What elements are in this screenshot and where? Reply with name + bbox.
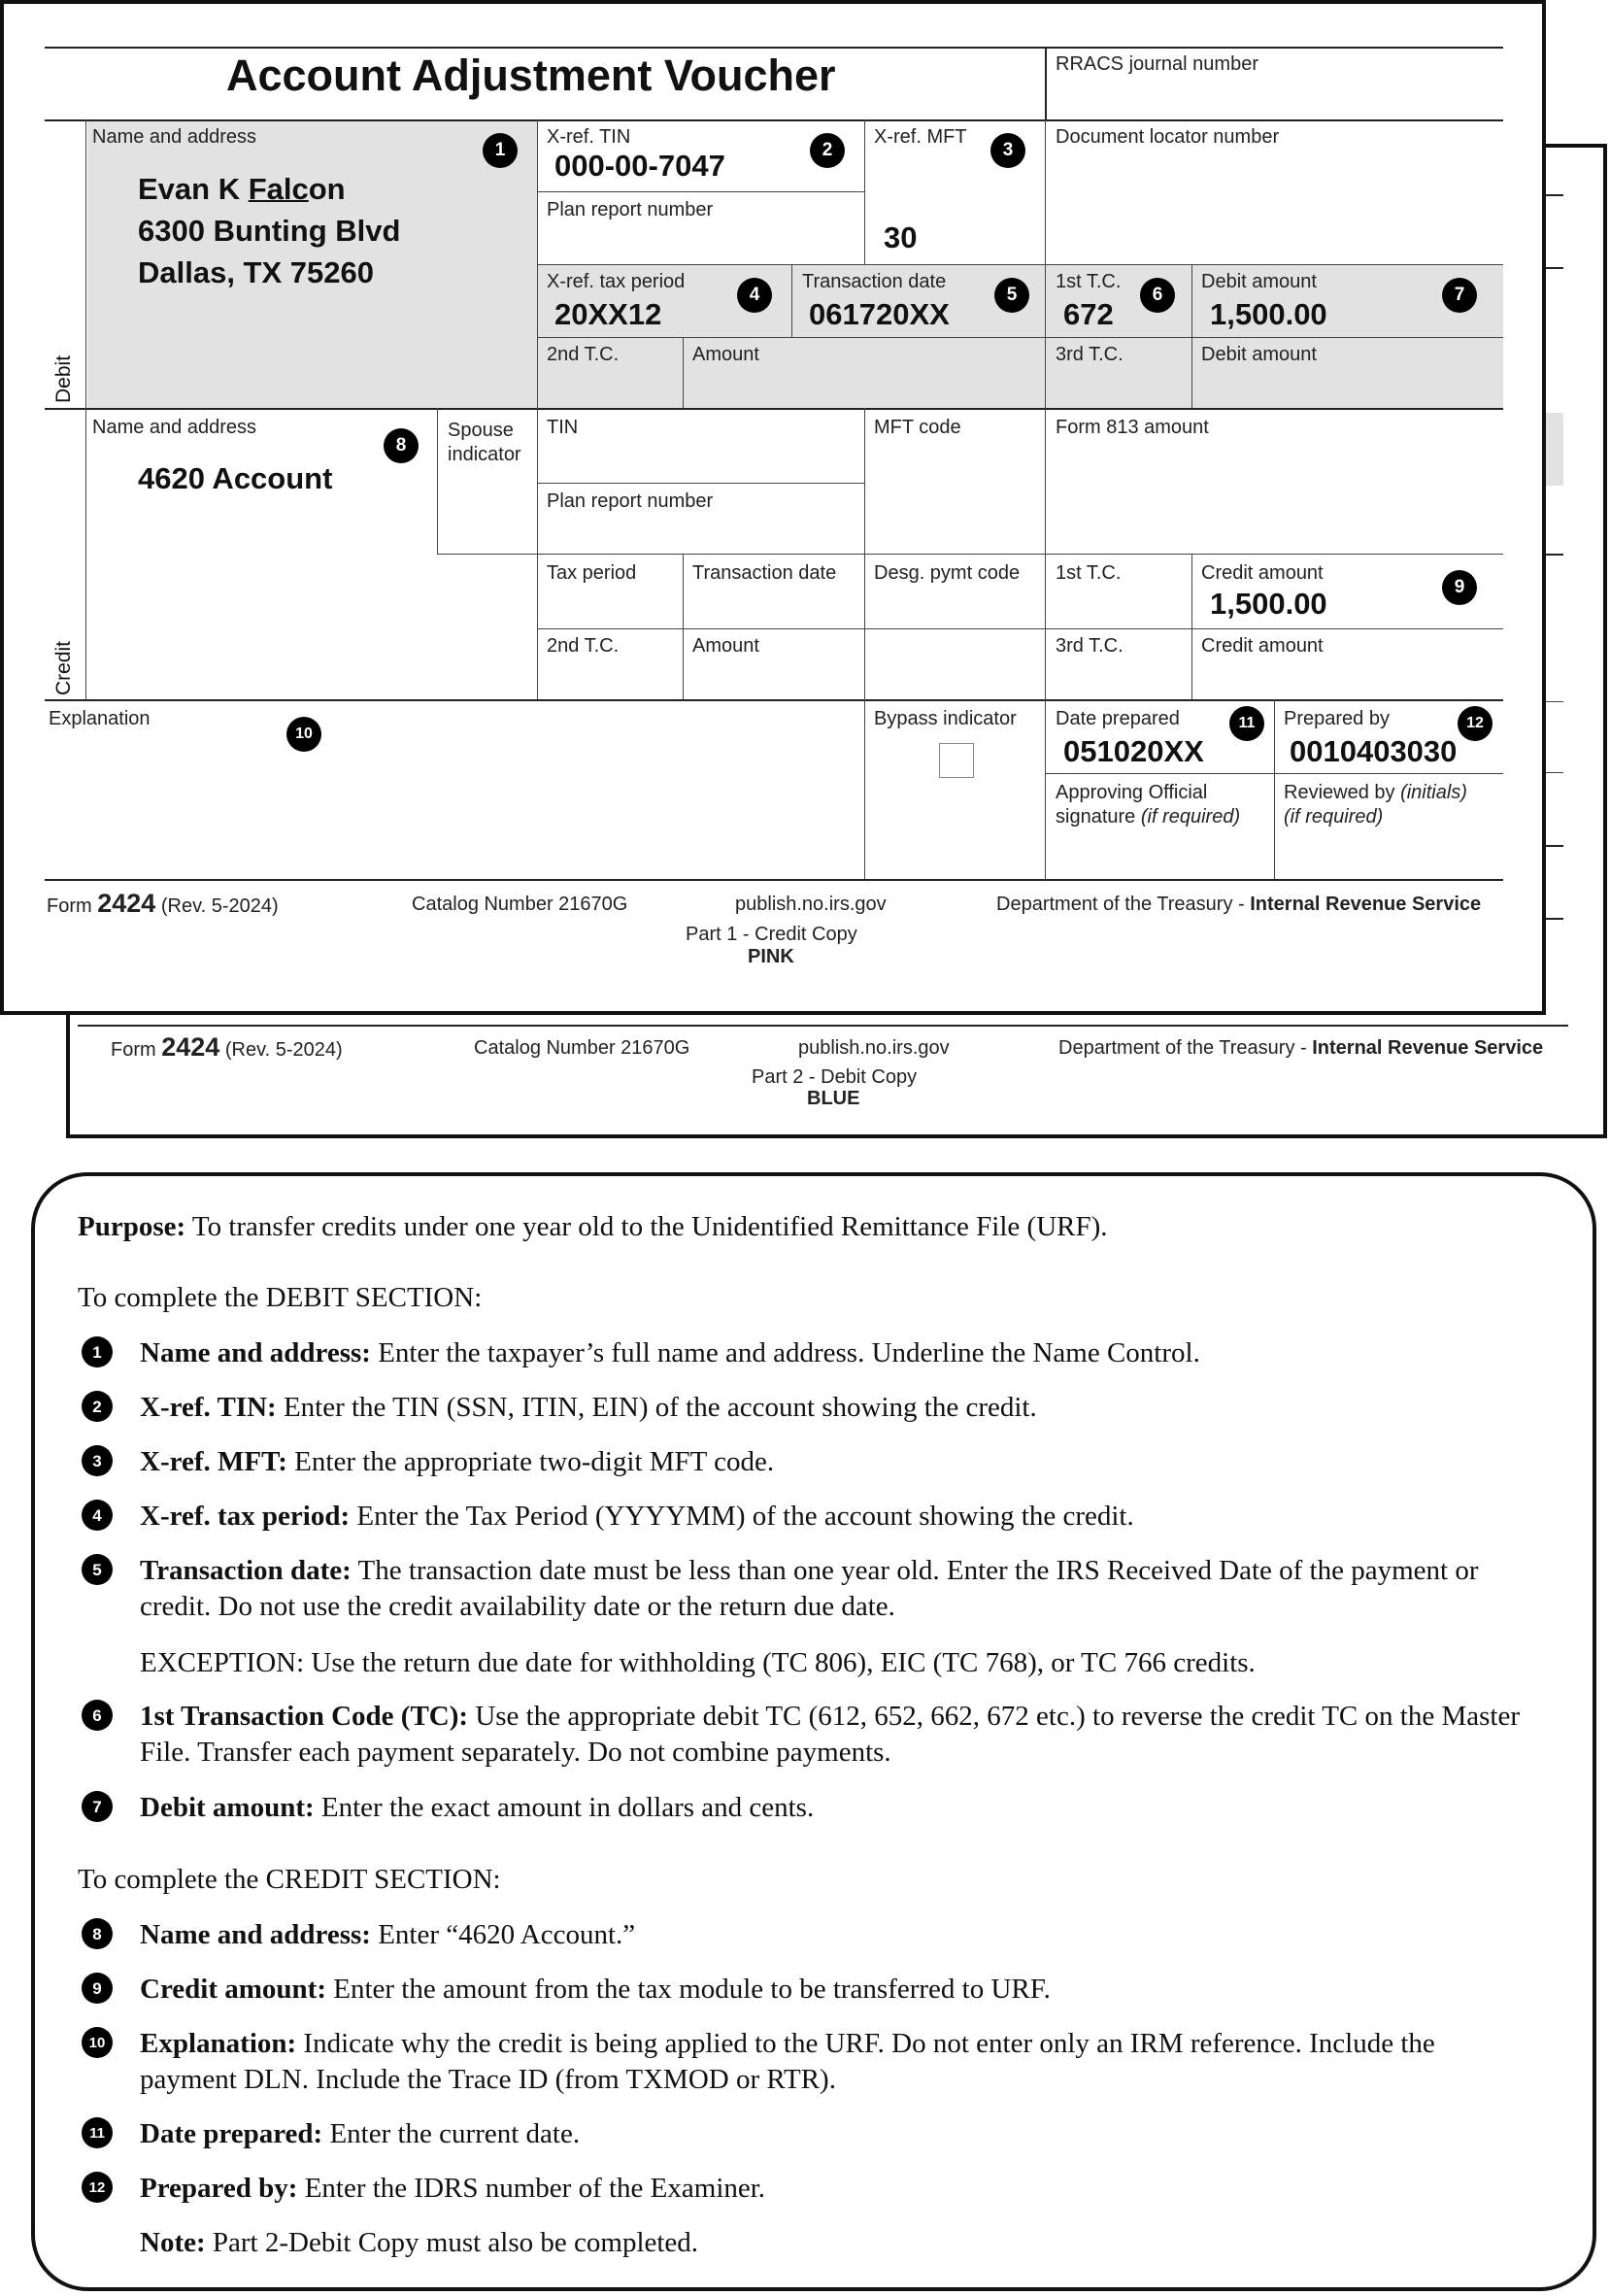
reviewed-by-label-1: Reviewed by (initials)	[1284, 782, 1467, 803]
debit-tc1-label: 1st T.C.	[1056, 271, 1122, 292]
purpose-line: Purpose: To transfer credits under one year old to the Unidentified Remittance File (URF).	[78, 1211, 1108, 1242]
callout-badge-8: 8	[384, 428, 419, 463]
front-color-label: PINK	[748, 946, 794, 967]
date-prepared-label: Date prepared	[1056, 708, 1180, 729]
instruction-item-3: 3 X-ref. MFT: Enter the appropriate two-digit MFT code.	[78, 1444, 1525, 1480]
rracs-label: RRACS journal number	[1056, 53, 1258, 75]
xref-tax-period-label: X-ref. tax period	[547, 271, 686, 292]
credit-tax-period-label: Tax period	[547, 562, 637, 584]
instruction-item-5: 5 Transaction date: The transaction date must be less than one year old. Enter the IRS Received Date of the payment or credit. Do not use the credit availability date or the return due date.	[78, 1553, 1525, 1625]
instruction-item-8: 8 Name and address: Enter “4620 Account.”	[78, 1917, 1525, 1953]
credit-plan-label: Plan report number	[547, 490, 714, 512]
callout-badge-12: 12	[1458, 706, 1493, 741]
callout-badge-9: 9	[1442, 570, 1477, 605]
credit-tc2-label: 2nd T.C.	[547, 635, 620, 657]
exception-note: EXCEPTION: Use the return due date for withholding (TC 806), EIC (TC 768), or TC 766 credits.	[140, 1647, 1256, 1678]
credit-trans-date-label: Transaction date	[692, 562, 837, 584]
callout-badge-11: 11	[1229, 706, 1264, 741]
front-site: publish.no.irs.gov	[735, 894, 887, 915]
credit-mft-label: MFT code	[874, 417, 961, 438]
credit-amount-label: Credit amount	[1201, 562, 1324, 584]
date-prepared-value: 051020XX	[1063, 734, 1204, 768]
front-form-number: Form 2424 (Rev. 5-2024)	[47, 889, 279, 918]
instruction-item-9: 9 Credit amount: Enter the amount from the tax module to be transferred to URF.	[78, 1972, 1525, 2008]
credit-name-label: Name and address	[92, 417, 256, 438]
front-catalog-number: Catalog Number 21670G	[412, 894, 628, 915]
callout-badge-6: 6	[1140, 278, 1175, 313]
prepared-by-label: Prepared by	[1284, 708, 1390, 729]
form-title: Account Adjustment Voucher	[226, 51, 836, 100]
credit-amount3-label: Credit amount	[1201, 635, 1324, 657]
instruction-item-1: 1 Name and address: Enter the taxpayer’s full name and address. Underline the Name Control.	[78, 1335, 1525, 1371]
final-note: Note: Part 2-Debit Copy must also be completed.	[140, 2227, 699, 2258]
spouse-indicator-label-1: Spouse	[448, 420, 514, 441]
form813-label: Form 813 amount	[1056, 417, 1209, 438]
xref-tin-label: X-ref. TIN	[547, 126, 631, 148]
xref-mft-label: X-ref. MFT	[874, 126, 967, 148]
explanation-label: Explanation	[49, 708, 151, 729]
callout-badge-3: 3	[990, 133, 1025, 168]
back-form-number: Form 2424 (Rev. 5-2024)	[111, 1032, 343, 1062]
back-catalog-number: Catalog Number 21670G	[474, 1037, 690, 1059]
debit-amount-value: 1,500.00	[1210, 297, 1327, 331]
debit-amount3-label: Debit amount	[1201, 344, 1317, 365]
callout-badge-5: 5	[994, 278, 1029, 313]
xref-tax-period-value: 20XX12	[554, 297, 662, 331]
credit-amount2-label: Amount	[692, 635, 759, 657]
credit-account-name: 4620 Account	[138, 461, 333, 495]
callout-badge-4: 4	[737, 278, 772, 313]
front-department: Department of the Treasury - Internal Revenue Service	[996, 894, 1482, 915]
debit-trans-date-value: 061720XX	[809, 297, 950, 331]
instruction-item-11: 11 Date prepared: Enter the current date.	[78, 2116, 1525, 2152]
bypass-checkbox[interactable]	[939, 743, 974, 778]
xref-tin-value: 000-00-7047	[554, 149, 725, 183]
debit-trans-date-label: Transaction date	[802, 271, 947, 292]
reviewed-by-label-2: (if required)	[1284, 806, 1384, 827]
credit-tc1-label: 1st T.C.	[1056, 562, 1122, 584]
instruction-item-7: 7 Debit amount: Enter the exact amount in dollars and cents.	[78, 1790, 1525, 1826]
back-color-label: BLUE	[807, 1088, 860, 1109]
prepared-by-value: 0010403030	[1290, 734, 1458, 768]
approving-official-label-1: Approving Official	[1056, 782, 1208, 803]
xref-mft-value: 30	[884, 220, 918, 254]
debit-name-label: Name and address	[92, 126, 256, 148]
credit-side-label: Credit	[52, 640, 75, 695]
instruction-item-4: 4 X-ref. tax period: Enter the Tax Period (YYYYMM) of the account showing the credit.	[78, 1499, 1525, 1535]
debit-tc3-label: 3rd T.C.	[1056, 344, 1124, 365]
debit-amount-label: Debit amount	[1201, 271, 1317, 292]
spouse-indicator-label-2: indicator	[448, 444, 521, 465]
debit-section-heading: To complete the DEBIT SECTION:	[78, 1282, 483, 1313]
front-part-label: Part 1 - Credit Copy	[686, 924, 857, 945]
back-site: publish.no.irs.gov	[798, 1037, 950, 1059]
credit-amount-value: 1,500.00	[1210, 587, 1327, 621]
instruction-item-6: 6 1st Transaction Code (TC): Use the appropriate debit TC (612, 652, 662, 672 etc.) to reverse the credit TC on the Master File. Transfer each payment separately. Do not combine payments.	[78, 1699, 1525, 1771]
debit-tc2-label: 2nd T.C.	[547, 344, 620, 365]
callout-badge-2: 2	[810, 133, 845, 168]
debit-tc1-value: 672	[1063, 297, 1114, 331]
debit-plan-label: Plan report number	[547, 199, 714, 220]
debit-amount2-label: Amount	[692, 344, 759, 365]
bypass-indicator-label: Bypass indicator	[874, 708, 1017, 729]
credit-tin-label: TIN	[547, 417, 579, 438]
instruction-item-12: 12 Prepared by: Enter the IDRS number of the Examiner.	[78, 2171, 1525, 2207]
debit-address-line2: Dallas, TX 75260	[138, 255, 374, 289]
debit-side-label: Debit	[52, 355, 75, 403]
callout-badge-10: 10	[286, 717, 321, 752]
instruction-item-10: 10 Explanation: Indicate why the credit is being applied to the URF. Do not enter only an IRM reference. Include the payment DLN. Include the Trace ID (from TXMOD or RTR).	[78, 2026, 1525, 2098]
back-part-label: Part 2 - Debit Copy	[752, 1066, 918, 1088]
instruction-item-2: 2 X-ref. TIN: Enter the TIN (SSN, ITIN, EIN) of the account showing the credit.	[78, 1390, 1525, 1426]
name-control: Falc	[248, 172, 309, 206]
credit-section-heading: To complete the CREDIT SECTION:	[78, 1864, 501, 1895]
debit-taxpayer-name: Evan K Falcon	[138, 172, 346, 206]
debit-address-line1: 6300 Bunting Blvd	[138, 214, 401, 248]
dln-label: Document locator number	[1056, 126, 1280, 148]
callout-badge-1: 1	[483, 133, 518, 168]
back-department: Department of the Treasury - Internal Revenue Service	[1058, 1037, 1544, 1059]
approving-official-label-2: signature (if required)	[1056, 806, 1241, 827]
callout-badge-7: 7	[1442, 278, 1477, 313]
credit-tc3-label: 3rd T.C.	[1056, 635, 1124, 657]
desg-pymt-label: Desg. pymt code	[874, 562, 1021, 584]
